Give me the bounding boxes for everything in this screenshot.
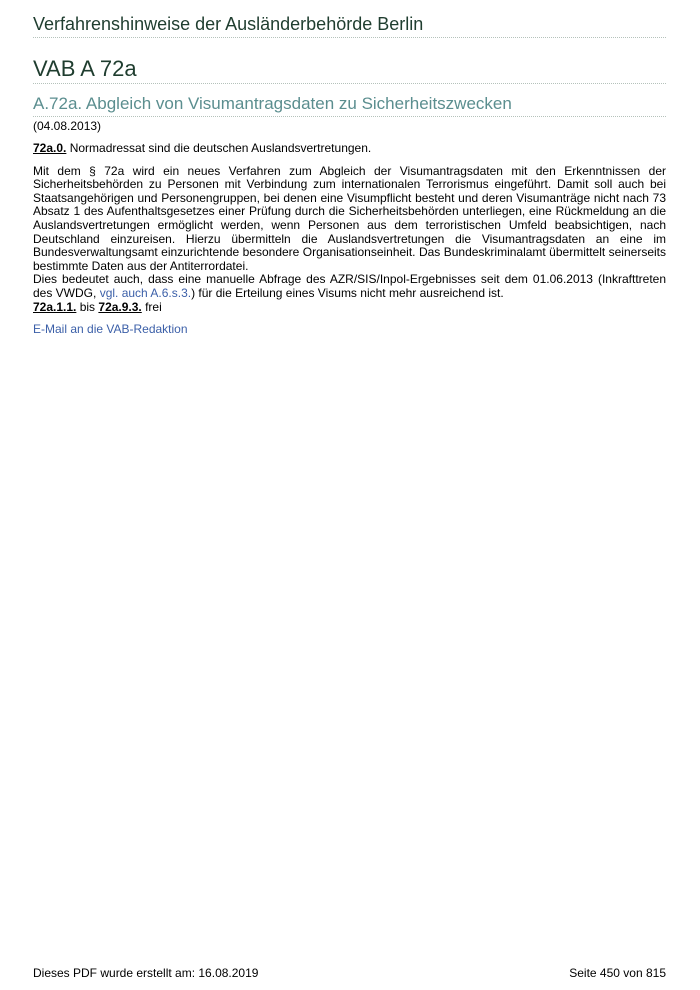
paragraph-text: ) für die Erteilung eines Visums nicht mehr ausreichend ist. <box>191 285 504 300</box>
range-separator: bis <box>76 299 99 314</box>
paragraph-main <box>33 165 666 315</box>
site-title: Verfahrenshinweise der Ausländerbehörde Berlin <box>33 14 424 34</box>
section-ref-72a-0: 72a.0. <box>33 141 67 155</box>
section-title: A.72a. Abgleich von Visumantragsdaten zu Sicherheitszwecken <box>33 94 512 113</box>
section-ref-to: 72a.9.3. <box>98 299 142 314</box>
email-editorial-link[interactable]: E-Mail an die VAB-Redaktion <box>33 322 188 337</box>
paragraph-text: Normadressat sind die deutschen Auslandsvertretungen. <box>66 141 372 155</box>
section-divider <box>33 116 666 117</box>
footer-created-date: Dieses PDF wurde erstellt am: 16.08.2019 <box>33 966 259 980</box>
page <box>33 0 666 336</box>
footer-page-number: Seite 450 von 815 <box>569 966 666 980</box>
document-date: (04.08.2013) <box>33 119 102 133</box>
cross-reference-link[interactable]: vgl. auch A.6.s.3. <box>99 285 192 300</box>
paragraph-text: Mit dem § 72a wird ein neues Verfahren zum Abgleich der Visumantragsdaten mit den Erkenntnissen der Sicherheitsbehörden zu Personen mit Verbindung zum internationalen Terrorismus eingeführt. Damit soll auch bei Staatsangehörigen und Personengruppen, bei denen eine Visumpflicht besteht und deren Visumanträge nicht nach 73 Absatz 1 des Aufenthaltsgesetzes einer Prüfung durch die Sicherheitsbehörden unterliegen, eine Rückmeldung an die Auslandsvertretungen ermöglicht werden, wenn Personen aus dem terroristischen Umfeld beabsichtigen, nach Deutschland einzureisen. Hierzu übermitteln die Auslandsvertretungen die Visumantragsdaten an eine im Bundesverwaltungsamt einzurichtende besondere Organisationseinheit. Das Bundeskriminalamt übermittelt seinerseits bestimmte Daten aus der Antiterrordatei. <box>33 163 666 273</box>
paragraph-normadressat <box>33 142 666 156</box>
document-title: VAB A 72a <box>33 56 137 81</box>
range-status: frei <box>141 299 162 314</box>
section-ref-from: 72a.1.1. <box>33 299 77 314</box>
paragraph-text: Dies bedeutet auch, dass eine manuelle Abfrage des AZR/SIS/Inpol-Ergebnisses seit dem 01.06.2013 (Inkrafttreten des VWDG, <box>33 272 666 300</box>
